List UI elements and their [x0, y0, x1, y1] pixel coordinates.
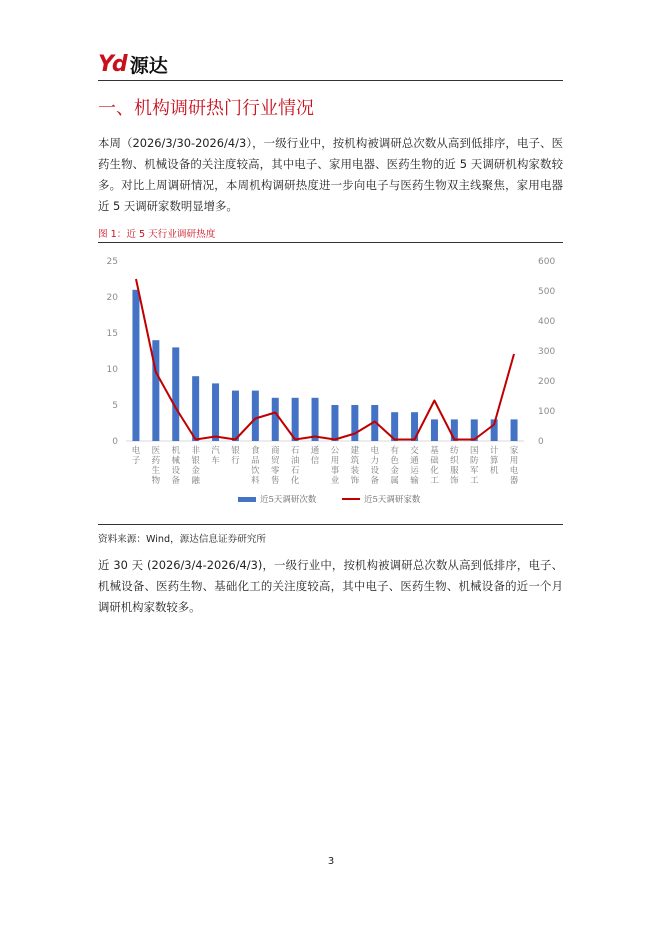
bar	[212, 383, 219, 441]
x-tick-label: 建筑装饰	[350, 446, 360, 486]
y-left-tick-label: 0	[112, 437, 118, 447]
section-title: 一、机构调研热门行业情况	[98, 98, 314, 119]
y-left-tick-label: 20	[106, 293, 118, 303]
y-left-tick-label: 15	[106, 329, 118, 339]
figure-bottom-rule	[98, 524, 563, 525]
bar	[292, 398, 299, 441]
paragraph-weekly-summary: 本周（2026/3/30-2026/4/3），一级行业中，按机构被调研总次数从高到低排序，电子、医药生物、机械设备的关注度较高，其中电子、家用电器、医药生物的近 5 天调研机构家数较多。对比上周调研情况，本周机构调研热度进一步向电子与医药生物双主线聚焦，家用电器近 5 天调研家数明显增多。	[98, 136, 563, 213]
bar	[431, 419, 438, 441]
x-tick-label: 机械设备	[171, 446, 181, 486]
x-tick-label: 商贸零售	[270, 446, 280, 486]
y-right-tick-label: 100	[538, 407, 556, 417]
y-right-tick-label: 0	[538, 437, 544, 447]
header-divider	[98, 80, 563, 81]
bar	[331, 405, 338, 441]
logo-text: 源达	[129, 54, 168, 77]
x-tick-label: 食品饮料	[251, 446, 260, 486]
x-tick-label: 家用电器	[509, 446, 519, 486]
paragraph-monthly-summary: 近 30 天 (2026/3/4-2026/4/3)，一级行业中，按机构被调研总次数从高到低排序，电子、机械设备、医药生物、基础化工的关注度较高，其中电子、医药生物、机械设备的近一个月调研机构家数较多。	[98, 558, 563, 614]
legend-label-line: 近5天调研家数	[364, 495, 421, 505]
bar	[272, 398, 279, 441]
x-tick-label: 公用事业	[330, 446, 340, 486]
source-note: 资料来源：Wind，源达信息证券研究所	[98, 534, 267, 545]
y-right-tick-label: 400	[538, 317, 556, 327]
y-left-tick-label: 10	[106, 365, 118, 375]
page-number: 3	[327, 856, 335, 867]
bar	[132, 290, 139, 441]
x-tick-label: 电力设备	[370, 446, 380, 486]
figure-caption: 图 1：近 5 天行业调研热度	[98, 229, 216, 240]
bar	[252, 391, 259, 441]
x-tick-label: 基础化工	[430, 446, 439, 486]
bar	[172, 347, 179, 441]
y-left-tick-label: 25	[106, 257, 118, 267]
bar	[511, 419, 518, 441]
x-tick-label: 石油石化	[290, 446, 300, 486]
x-tick-label: 非银金融	[191, 446, 200, 486]
x-tick-label: 国防军工	[469, 446, 479, 486]
x-tick-label: 有色金属	[390, 446, 399, 486]
x-tick-label: 交通运输	[410, 446, 419, 486]
y-right-tick-label: 200	[538, 377, 556, 387]
report-header	[98, 50, 168, 78]
y-right-tick-label: 600	[538, 257, 556, 267]
x-tick-label: 银行	[231, 446, 240, 466]
y-right-tick-label: 500	[538, 287, 556, 297]
x-tick-label: 医药生物	[151, 446, 161, 486]
bar	[351, 405, 358, 441]
bar	[232, 391, 239, 441]
y-left-tick-label: 5	[112, 401, 118, 411]
industry-research-chart	[98, 246, 563, 522]
logo-mark: Yd	[98, 51, 126, 77]
x-tick-label: 计算机	[489, 446, 499, 476]
bar	[312, 398, 319, 441]
bar	[152, 340, 159, 441]
x-tick-label: 通信	[310, 446, 320, 466]
figure-top-rule	[98, 242, 563, 243]
x-tick-label: 汽车	[211, 446, 220, 466]
legend-swatch-bar	[238, 497, 256, 502]
y-right-tick-label: 300	[538, 347, 556, 357]
bar	[192, 376, 199, 441]
legend-label-bar: 近5天调研次数	[260, 495, 317, 505]
x-tick-label: 电子	[131, 446, 141, 466]
x-tick-label: 纺织服饰	[450, 446, 459, 486]
